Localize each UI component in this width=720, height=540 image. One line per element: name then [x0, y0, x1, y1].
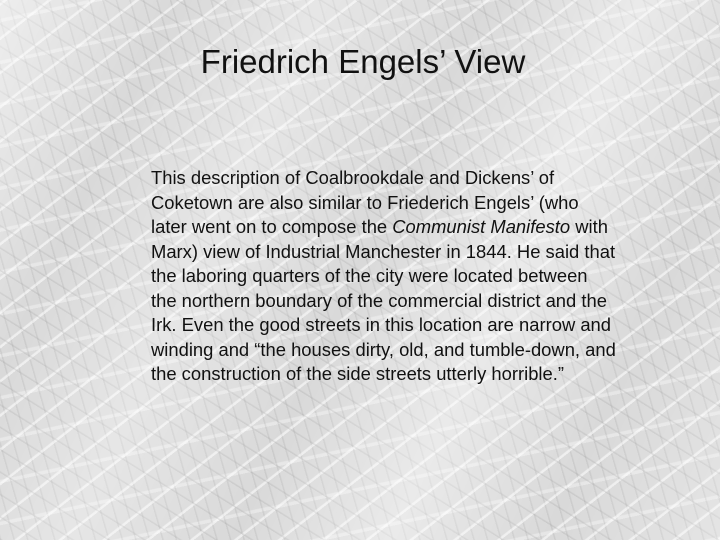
slide-body-text: [151, 166, 616, 387]
body-text-part-1: This description of Coalbrookdale and Dickens’ of Coketown are also similar to Friederich Engels’ (who later went on to compose the: [151, 167, 579, 237]
body-text-italic-title: Communist Manifesto: [392, 216, 571, 237]
body-text-part-2: with Marx) view of Industrial Manchester in 1844. He said that the laboring quarters of the city were located between the northern boundary of the commercial district and the Irk. Even the good streets in this location are narrow and winding and “the houses dirty, old, and tumble-down, and the construction of the side streets utterly horrible.”: [151, 216, 616, 384]
slide-title: Friedrich Engels’ View: [200, 43, 526, 80]
